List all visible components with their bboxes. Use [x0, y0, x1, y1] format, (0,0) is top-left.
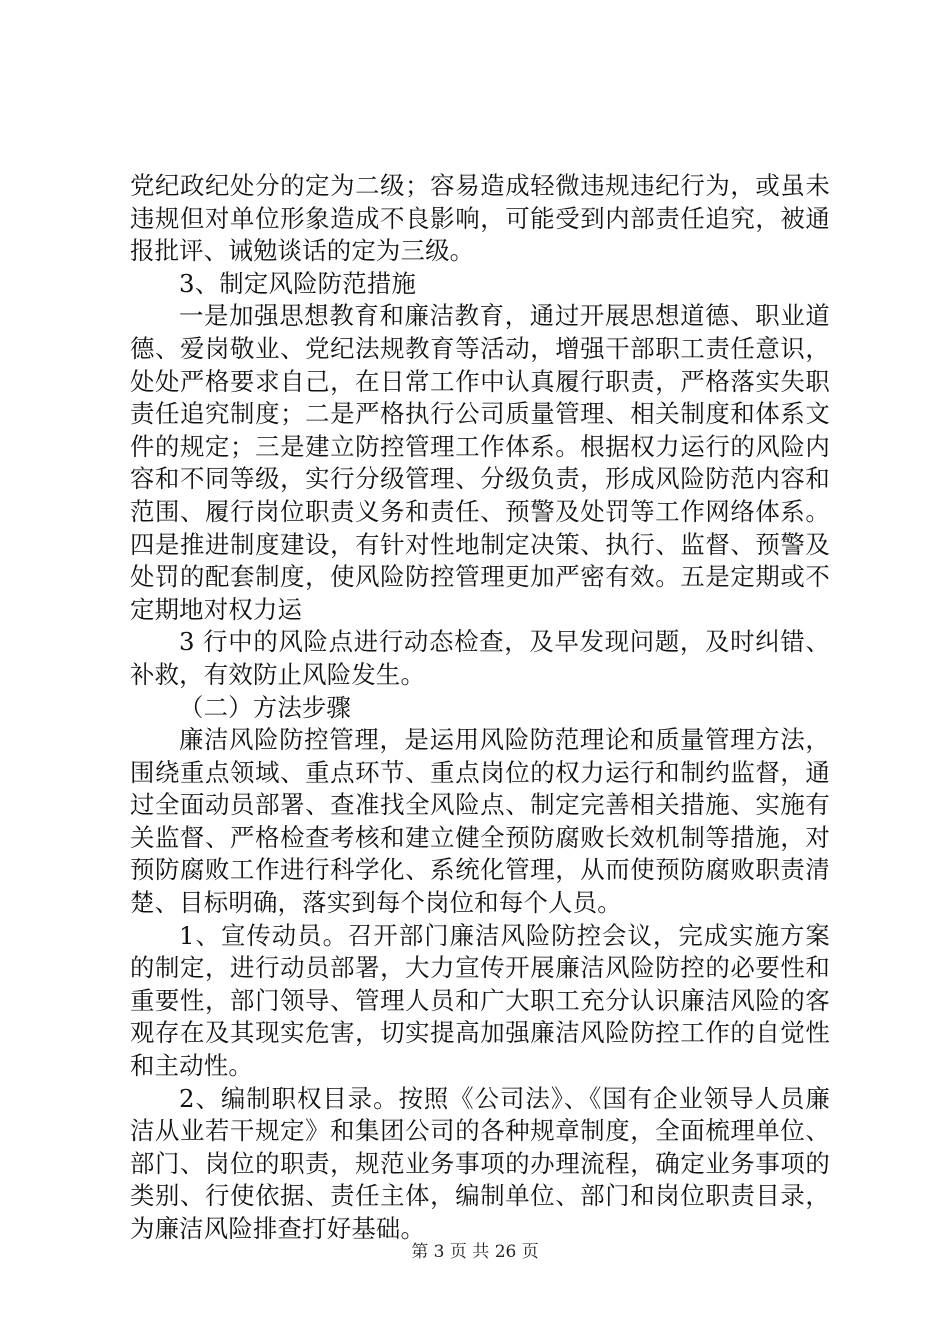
paragraph-dynamic-check: 3 行中的风险点进行动态检查，及早发现问题，及时纠错、补救，有效防止风险发生。	[130, 627, 830, 689]
paragraph-risk-management: 廉洁风险防控管理，是运用风险防范理论和质量管理方法，围绕重点领域、重点环节、重点岗位的权力运行和制约监督，通过全面动员部署、查准找全风险点、制定完善相关措施、实施有关监督、严格检查考核和建立健全预防腐败长效机制等措施，对预防腐败工作进行科学化、系统化管理，从而使预防腐败职责清楚、目标明确，落实到每个岗位和每个人员。	[130, 725, 830, 918]
paragraph-measures: 一是加强思想教育和廉洁教育，通过开展思想道德、职业道德、爱岗敬业、党纪法规教育等活动，增强干部职工责任意识，处处严格要求自己，在日常工作中认真履行职责，严格落实失职责任追究制度；二是严格执行公司质量管理、相关制度和体系文件的规定；三是建立防控管理工作体系。根据权力运行的风险内容和不同等级，实行分级管理、分级负责，形成风险防范内容和范围、履行岗位职责义务和责任、预警及处罚等工作网络体系。四是推进制度建设，有针对性地制定决策、执行、监督、预警及处罚的配套制度，使风险防控管理更加严密有效。五是定期或不定期地对权力运	[130, 301, 830, 624]
document-body	[130, 170, 830, 1246]
section-heading-risk-measures: 3、制定风险防范措施	[179, 268, 417, 298]
paragraph-authority-catalog: 2、编制职权目录。按照《公司法》、《国有企业领导人员廉洁从业若干规定》和集团公司的各种规章制度，全面梳理单位、部门、岗位的职责，规范业务事项的办理流程，确定业务事项的类别、行使依据、责任主体，编制单位、部门和岗位职责目录，为廉洁风险排查打好基础。	[130, 1083, 830, 1243]
section-heading-method-steps: （二）方法步骤	[179, 692, 352, 722]
page-footer: 第 3 页 共 26 页	[411, 1242, 539, 1262]
paragraph-publicity: 1、宣传动员。召开部门廉洁风险防控会议，完成实施方案的制定，进行动员部署，大力宣传开展廉洁风险防控的必要性和重要性，部门领导、管理人员和广大职工充分认识廉洁风险的客观存在及其现实危害，切实提高加强廉洁风险防控工作的自觉性和主动性。	[130, 920, 830, 1081]
paragraph-continuation: 党纪政纪处分的定为二级；容易造成轻微违规违纪行为，或虽未违规但对单位形象造成不良影响，可能受到内部责任追究，被通报批评、诫勉谈话的定为三级。	[130, 171, 830, 266]
